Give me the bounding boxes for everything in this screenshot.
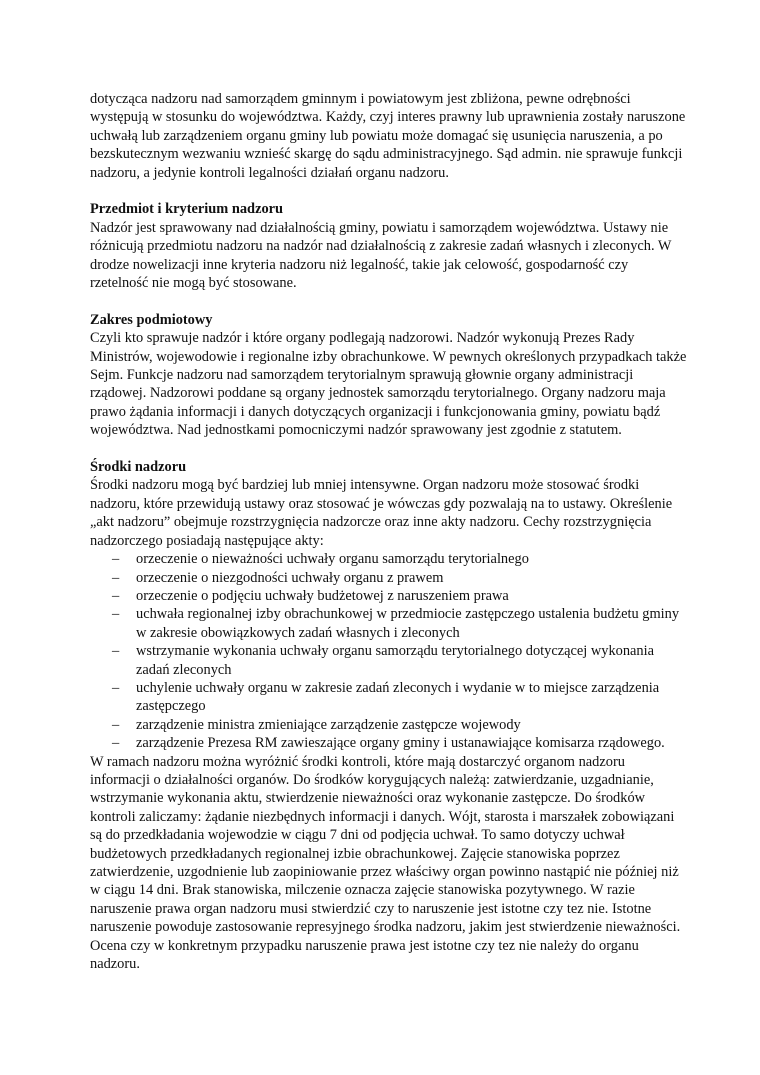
section-heading: Zakres podmiotowy bbox=[90, 311, 213, 328]
list-item: – orzeczenie o niezgodności uchwały organu z prawem bbox=[90, 569, 688, 587]
section-heading: Przedmiot i kryterium nadzoru bbox=[90, 201, 284, 218]
list-item: – zarządzenie Prezesa RM zawieszające organy gminy i ustanawiające komisarza rządowego. bbox=[90, 734, 688, 752]
list-item: – uchylenie uchwały organu w zakresie zadań zleconych i wydanie w to miejsce zarządzenia zastępczego bbox=[90, 679, 688, 716]
section-heading: Środki nadzoru bbox=[90, 459, 187, 476]
section-paragraph: Czyli kto sprawuje nadzór i które organy podlegają nadzorowi. Nadzór wykonują Prezes Rady Ministrów, wojewodowie i regionalne izby obrachunkowe. W pewnych określonych przypadkach także Sejm. Funkcje nadzoru nad samorządem terytorialnym sprawują głownie organy administracji rządowej. Nadzorowi poddane są organy jednostek samorządu terytorialnego. Organy nadzoru maja prawo żądania informacji i danych dotyczących organizacji i funkcjonowania gminy, powiatu bądź województwa. Nad jednostkami pomocniczymi nadzór sprawowany jest zgodnie z statutem. bbox=[90, 330, 687, 439]
list-item: – zarządzenie ministra zmieniające zarządzenie zastępcze wojewody bbox=[90, 716, 688, 734]
list-item: – orzeczenie o podjęciu uchwały budżetowej z naruszeniem prawa bbox=[90, 587, 688, 605]
acts-list bbox=[90, 550, 688, 752]
list-item: – uchwała regionalnej izby obrachunkowej w przedmiocie zastępczego ustalenia budżetu gminy w zakresie obowiązkowych zadań własnych i zleconych bbox=[90, 605, 688, 642]
section-paragraph: Nadzór jest sprawowany nad działalnością gminy, powiatu i samorządem województwa. Ustawy nie różnicują przedmiotu nadzoru na nadzór nad działalnością z zakresie zadań własnych i zleconych. W drodze nowelizacji inne kryteria nadzoru niż legalność, takie jak celowość, gospodarność czy rzetelność nie mogą być stosowane. bbox=[90, 219, 672, 292]
list-item: – orzeczenie o nieważności uchwały organu samorządu terytorialnego bbox=[90, 550, 688, 568]
list-item: – wstrzymanie wykonania uchwały organu samorządu terytorialnego dotyczącej wykonania zadań zleconych bbox=[90, 642, 688, 679]
section-paragraph: Środki nadzoru mogą być bardziej lub mniej intensywne. Organ nadzoru może stosować środki nadzoru, które przewidują ustawy oraz stosować je wówczas gdy pozwalają na to ustawy. Określenie „akt nadzoru” obejmuje rozstrzygnięcia nadzorcze oraz inne akty nadzoru. Cechy rozstrzygnięcia nadzorczego posiadają następujące akty: bbox=[90, 477, 673, 549]
intro-paragraph: dotycząca nadzoru nad samorządem gminnym i powiatowym jest zbliżona, pewne odrębności występują w stosunku do województwa. Każdy, czyj interes prawny lub uprawnienia zostały naruszone uchwałą lub zarządzeniem organu gminy lub powiatu może domagać się usunięcia naruszenia, a po bezskutecznym wezwaniu wznieść skargę do sądu administracyjnego. Sąd admin. nie sprawuje funkcji nadzoru, a jedynie kontroli legalności działań organu nadzoru. bbox=[90, 91, 686, 181]
section-paragraph: W ramach nadzoru można wyróżnić środki kontroli, które mają dostarczyć organom nadzoru informacji o działalności organów. Do środków korygujących należą: zatwierdzanie, uzgadnianie, wstrzymanie wykonania aktu, stwierdzenie nieważności oraz wykonanie zastępcze. Do środków kontroli zaliczamy: żądanie niezbędnych informacji i danych. Wójt, starosta i marszałek zobowiązani są do przedkładania wojewodzie w ciągu 7 dni od podjęcia uchwał. To samo dotyczy uchwał budżetowych przedkładanych regionalnej izbie obrachunkowej. Zajęcie stanowiska poprzez zatwierdzenie, uzgodnienie lub zaopiniowanie przez właściwy organ powinno nastąpić nie później niż w ciągu 14 dni. Brak stanowiska, milczenie oznacza zajęcie stanowiska pozytywnego. W razie naruszenie prawa organ nadzoru musi stwierdzić czy to naruszenie jest istotne czy tez nie. Istotne naruszenie powoduje zastosowanie represyjnego środka nadzoru, jakim jest stwierdzenie nieważności. Ocena czy w konkretnym przypadku naruszenie prawa jest istotne czy tez nie należy do organu nadzoru. bbox=[90, 753, 681, 973]
